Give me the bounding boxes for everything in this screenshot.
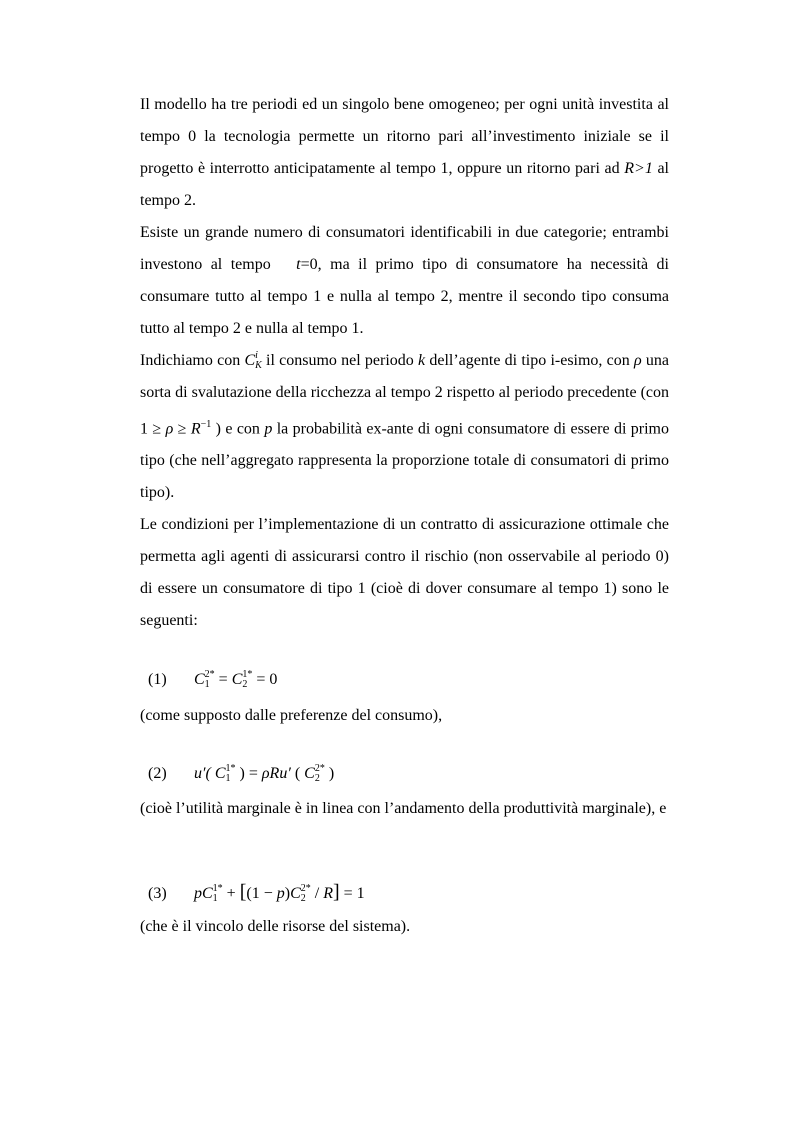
notation-ge: ≥	[173, 420, 191, 438]
equation-2	[148, 764, 334, 784]
paragraph-model-end: al tempo 2.	[140, 160, 670, 209]
equation-1	[148, 670, 277, 690]
eq3-sup1: 1*	[212, 883, 223, 895]
eq3-c2: C	[290, 885, 301, 902]
r-inverse-exp: −1	[200, 419, 212, 430]
eq2-sup2: 2*	[314, 763, 325, 775]
eq2-u: u′(	[194, 765, 211, 782]
eq2-c1: C	[214, 765, 226, 782]
c-sup: i	[255, 350, 258, 362]
eq1-c1: C	[194, 671, 205, 688]
c-sub: K	[255, 360, 262, 372]
paragraph-model-text: Il modello ha tre periodi ed un singolo bene omogeneo; per ogni unità investita al tempo 0 la tecnologia permette un ritorno pari all’investimento iniziale se il progetto è interrotto anticipatamente al tempo 1, oppure un ritorno pari ad	[140, 96, 669, 177]
caption-3: (che è il vincolo delle risorse del sistema).	[140, 918, 411, 935]
eq3-pc: pC	[194, 885, 213, 902]
eq3-sup2: 2*	[300, 883, 311, 895]
equation-1-number: (1)	[148, 671, 167, 688]
eq1-sub1: 1	[204, 679, 210, 691]
eq1-sup2: 1*	[242, 669, 253, 681]
eq2-sub2: 2	[314, 773, 320, 785]
caption-2: (cioè l’utilità marginale è in linea con l’andamento della produttività marginale), e	[140, 800, 667, 817]
notation-d: ) e con	[211, 420, 265, 438]
eq2-sub1: 1	[225, 773, 231, 785]
t-variable: t	[296, 256, 301, 273]
equation-3-number: (3)	[148, 885, 167, 902]
r-inverse: R	[190, 420, 201, 438]
eq1-sub2: 2	[242, 679, 248, 691]
eq3-sub1: 1	[212, 893, 218, 905]
rho-variable: ρ	[634, 352, 642, 369]
notation-b: dell’agente di tipo i-esimo, con	[425, 352, 634, 369]
equation-3	[148, 882, 365, 904]
paragraph-consumers-text: Esiste un grande numero di consumatori identificabili in due categorie; entrambi investono al tempo	[140, 224, 669, 273]
c-indices	[255, 351, 262, 371]
eq3-plus: +	[222, 885, 240, 902]
eq3-sub2: 2	[300, 893, 306, 905]
body-text	[140, 89, 669, 637]
eq3-paren: (1 −	[246, 885, 277, 902]
eq1-end: = 0	[252, 671, 278, 688]
eq2-close: )	[324, 765, 335, 782]
equation-2-number: (2)	[148, 765, 167, 782]
c-variable: C	[244, 352, 256, 369]
eq3-p: p	[276, 885, 285, 902]
eq3-end: = 1	[339, 885, 365, 902]
paragraph-consumers	[140, 217, 669, 345]
eq2-open: (	[290, 765, 305, 782]
paragraph-notation	[140, 345, 669, 509]
eq3-rparen: )	[284, 885, 291, 902]
eq3-left-bracket: [	[239, 881, 247, 903]
eq3-r: R	[323, 885, 333, 902]
notation-e: la probabilità ex-ante di ogni consumatore di essere di primo tipo (che nell’aggregato rappresenta la proporzione totale di consumatori di primo tipo).	[140, 420, 669, 502]
eq2-sup1: 1*	[225, 763, 236, 775]
eq2-mid: ) =	[235, 765, 262, 782]
eq3-right-bracket: ]	[332, 881, 340, 903]
eq1-sup1: 2*	[204, 669, 215, 681]
rho-variable-2: ρ	[165, 420, 174, 438]
eq1-equals: =	[214, 671, 232, 688]
p-variable: p	[264, 420, 273, 438]
eq1-c2: C	[231, 671, 243, 688]
paragraph-model	[140, 89, 669, 217]
eq2-rho-r-u: ρRu′	[261, 765, 291, 782]
eq3-div: /	[310, 885, 324, 902]
eq2-c2: C	[304, 765, 315, 782]
paragraph-conditions: Le condizioni per l’implementazione di un contratto di assicurazione ottimale che permetta agli agenti di assicurarsi contro il rischio (non osservabile al periodo 0) di essere un consumatore di tipo 1 (cioè di dover consumare al tempo 1) sono le seguenti:	[140, 516, 669, 630]
caption-1: (come supposto dalle preferenze del consumo),	[140, 707, 443, 724]
k-variable: k	[418, 352, 426, 369]
notation-c: una sorta di svalutazione della ricchezza al tempo 2 rispetto al periodo precedente (con 1 ≥	[140, 352, 670, 438]
notation-a: il consumo nel periodo	[261, 352, 419, 369]
paragraph-notation-text: Indichiamo con	[140, 352, 245, 369]
r-greater-one: R>1	[624, 160, 653, 177]
paragraph-consumers-rest: =0, ma il primo tipo di consumatore ha necessità di consumare tutto al tempo 1 e nulla al tempo 2, mentre il secondo tipo consuma tutto al tempo 2 e nulla al tempo 1.	[140, 256, 670, 337]
